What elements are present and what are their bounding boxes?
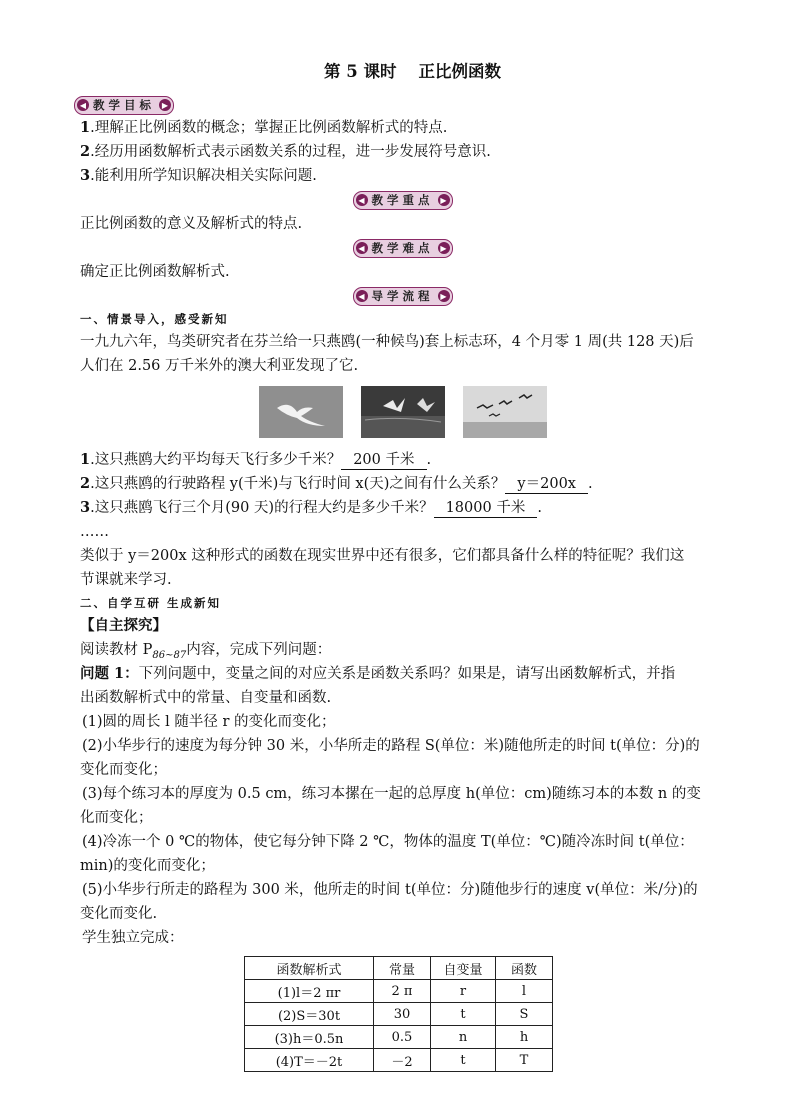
table-cell: 0.5	[374, 1026, 431, 1049]
document-page	[80, 60, 745, 1072]
table-cell: (3)h＝0.5n	[245, 1026, 374, 1049]
goal-2: 2.经历用函数解析式表示函数关系的过程，进一步发展符号意识.	[80, 143, 491, 160]
header-function: 函数	[496, 957, 553, 980]
student-instruction: 学生独立完成：	[82, 930, 184, 946]
page-title	[80, 60, 745, 84]
tern-photos	[60, 386, 745, 438]
explore-heading: 【自主探究】	[80, 617, 167, 634]
answer-3: 18000 千米	[434, 499, 538, 518]
table-row	[245, 1003, 553, 1026]
lesson-topic: 正比例函数	[418, 62, 501, 81]
ellipsis: ……	[80, 524, 109, 540]
table-row	[245, 980, 553, 1003]
header-variable: 自变量	[431, 957, 496, 980]
key-text: 正比例函数的意义及解析式的特点.	[80, 216, 303, 232]
answer-1: 200 千米	[341, 451, 426, 470]
banner-right-arrow-icon: ▶	[438, 194, 450, 206]
table-cell: S	[496, 1003, 553, 1026]
answer-2: y＝200x	[505, 475, 588, 494]
banner-flow: ◀ 导学流程 ▶	[353, 287, 453, 306]
banner-right-arrow-icon: ▶	[438, 242, 450, 254]
table-cell: (4)T＝－2t	[245, 1049, 374, 1072]
bridge-line-1: 类似于 y＝200x 这种形式的函数在现实世界中还有很多，它们都具备什么样的特征呢？我们这	[80, 548, 685, 564]
item-2-line-2: 变化而变化；	[80, 762, 167, 778]
banner-right-arrow-icon: ▶	[159, 99, 171, 111]
banner-key-points: ◀ 教学重点 ▶	[353, 191, 453, 210]
answer-table	[244, 956, 553, 1072]
goal-1: 1.理解正比例函数的概念；掌握正比例函数解析式的特点.	[80, 119, 448, 136]
problem-1-line-2: 出函数解析式中的常量、自变量和函数.	[80, 690, 332, 706]
table-cell: T	[496, 1049, 553, 1072]
table-cell: t	[431, 1003, 496, 1026]
difficult-text: 确定正比例函数解析式.	[80, 264, 230, 280]
intro-line-2: 人们在 2.56 万千米外的澳大利亚发现了它.	[80, 358, 359, 374]
banner-goals: ◀ 教学目标 ▶	[74, 96, 174, 115]
banner-left-arrow-icon: ◀	[356, 290, 368, 302]
question-3: 3.这只燕鸥飞行三个月(90 天)的行程大约是多少千米？ 18000 千米 .	[80, 499, 542, 516]
table-cell: n	[431, 1026, 496, 1049]
lesson-number: 第 5 课时	[324, 62, 397, 81]
header-constant: 常量	[374, 957, 431, 980]
problem-1-line-1: 问题 1：下列问题中，变量之间的对应关系是函数关系吗？如果是，请写出函数解析式，并指	[80, 665, 676, 682]
table-cell: l	[496, 980, 553, 1003]
item-5-line-1: (5)小华步行所走的路程为 300 米，他所走的时间 t(单位：分)随他步行的速度 v(单位：米/分)的	[82, 882, 698, 898]
table-cell: 30	[374, 1003, 431, 1026]
item-5-line-2: 变化而变化.	[80, 906, 158, 922]
table-cell: －2	[374, 1049, 431, 1072]
question-1: 1.这只燕鸥大约平均每天飞行多少千米？ 200 千米 .	[80, 451, 432, 468]
tern-photo-2	[361, 386, 445, 438]
section-heading-1: 一、情景导入，感受新知	[80, 312, 229, 326]
item-4-line-1: (4)冷冻一个 0 ℃的物体，使它每分钟下降 2 ℃，物体的温度 T(单位：℃)随冷冻时间 t(单位：	[82, 834, 694, 850]
table-cell: (1)l＝2 πr	[245, 980, 374, 1003]
banner-left-arrow-icon: ◀	[77, 99, 89, 111]
banner-difficult-points: ◀ 教学难点 ▶	[353, 239, 453, 258]
question-2: 2.这只燕鸥的行驶路程 y(千米)与飞行时间 x(天)之间有什么关系？ y＝200x .	[80, 475, 593, 492]
table-cell: h	[496, 1026, 553, 1049]
banner-left-arrow-icon: ◀	[356, 194, 368, 206]
banner-right-arrow-icon: ▶	[438, 290, 450, 302]
table-cell: 2 π	[374, 980, 431, 1003]
item-1: (1)圆的周长 l 随半径 r 的变化而变化；	[82, 714, 336, 730]
table-row	[245, 1026, 553, 1049]
tern-photo-3	[463, 386, 547, 438]
section-heading-2: 二、自学互研 生成新知	[80, 596, 222, 610]
item-4-line-2: min)的变化而变化；	[80, 858, 215, 874]
item-3-line-1: (3)每个练习本的厚度为 0.5 cm，练习本摞在一起的总厚度 h(单位：cm)随练习本的本数 n 的变	[82, 786, 701, 802]
banner-left-arrow-icon: ◀	[356, 242, 368, 254]
table-cell: t	[431, 1049, 496, 1072]
table-cell: (2)S＝30t	[245, 1003, 374, 1026]
goal-3: 3.能利用所学知识解决相关实际问题.	[80, 167, 317, 184]
tern-photo-1	[259, 386, 343, 438]
header-expression: 函数解析式	[245, 957, 374, 980]
item-3-line-2: 化而变化；	[80, 810, 153, 826]
table-cell: r	[431, 980, 496, 1003]
read-instruction: 阅读教材 $P_{86\sim 87}$内容，完成下列问题：	[80, 642, 332, 661]
table-header-row	[245, 957, 553, 980]
intro-line-1: 一九九六年，鸟类研究者在芬兰给一只燕鸥(一种候鸟)套上标志环，4 个月零 1 周(共 128 天)后	[80, 334, 694, 350]
table-row	[245, 1049, 553, 1072]
item-2-line-1: (2)小华步行的速度为每分钟 30 米，小华所走的路程 S(单位：米)随他所走的时间 t(单位：分)的	[82, 738, 700, 754]
bridge-line-2: 节课就来学习.	[80, 572, 172, 588]
